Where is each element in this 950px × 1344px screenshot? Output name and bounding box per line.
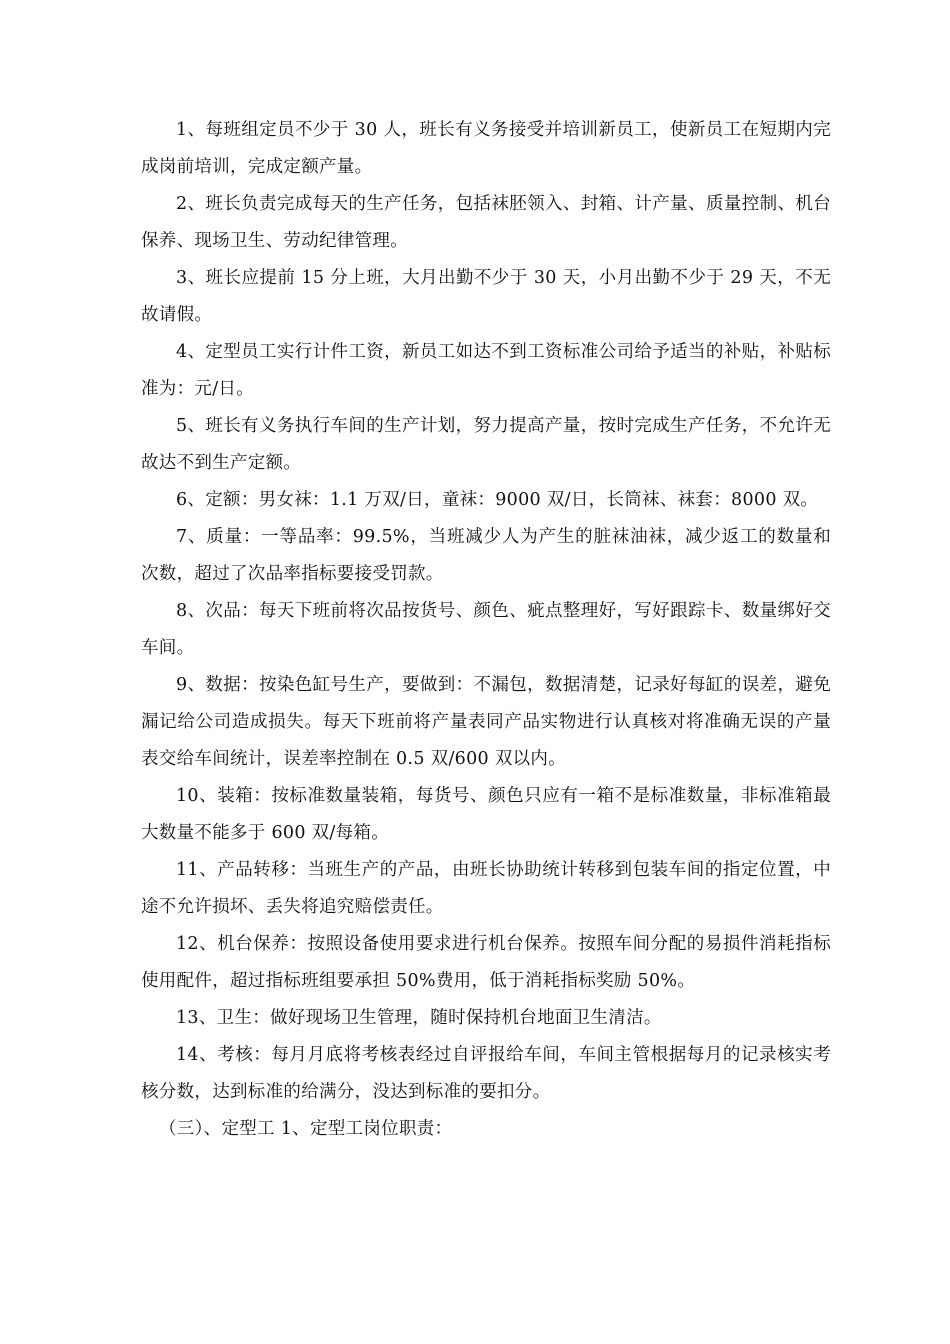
section-heading: （三）、定型工 1、定型工岗位职责： (159, 1119, 453, 1139)
rule-item-14: 14、考核：每月月底将考核表经过自评报给车间，车间主管根据每月的记录核实考核分数，达到标准的给满分，没达到标准的要扣分。 (141, 1045, 831, 1102)
document-body (141, 112, 831, 1148)
rule-item-4: 4、定型员工实行计件工资，新员工如达不到工资标准公司给予适当的补贴，补贴标准为：元/日。 (141, 342, 831, 399)
rule-item-7: 7、质量：一等品率：99.5%，当班减少人为产生的脏袜油袜，减少返工的数量和次数，超过了次品率指标要接受罚款。 (141, 527, 831, 584)
rule-item-8: 8、次品：每天下班前将次品按货号、颜色、疵点整理好，写好跟踪卡、数量绑好交车间。 (141, 601, 831, 658)
rule-item-6: 6、定额：男女袜：1.1 万双/日，童袜：9000 双/日，长筒袜、袜套：8000 双。 (176, 490, 819, 510)
rule-item-10: 10、装箱：按标准数量装箱，每货号、颜色只应有一箱不是标准数量，非标准箱最大数量不能多于 600 双/每箱。 (141, 786, 831, 843)
rule-item-12: 12、机台保养：按照设备使用要求进行机台保养。按照车间分配的易损件消耗指标使用配件，超过指标班组要承担 50%费用，低于消耗指标奖励 50%。 (141, 934, 831, 991)
rule-item-2: 2、班长负责完成每天的生产任务，包括袜胚领入、封箱、计产量、质量控制、机台保养、现场卫生、劳动纪律管理。 (141, 194, 831, 251)
rule-item-3: 3、班长应提前 15 分上班，大月出勤不少于 30 天，小月出勤不少于 29 天，不无故请假。 (141, 268, 831, 325)
rule-item-11: 11、产品转移：当班生产的产品，由班长协助统计转移到包装车间的指定位置，中途不允许损坏、丢失将追究赔偿责任。 (141, 860, 831, 917)
rule-item-5: 5、班长有义务执行车间的生产计划，努力提高产量，按时完成生产任务，不允许无故达不到生产定额。 (141, 416, 831, 473)
rule-item-13: 13、卫生：做好现场卫生管理，随时保持机台地面卫生清洁。 (176, 1008, 662, 1028)
rule-item-9: 9、数据：按染色缸号生产，要做到：不漏包，数据清楚，记录好每缸的误差，避免漏记给公司造成损失。每天下班前将产量表同产品实物进行认真核对将准确无误的产量表交给车间统计，误差率控制在 0.5 双/600 双以内。 (141, 675, 831, 769)
rule-item-1: 1、每班组定员不少于 30 人，班长有义务接受并培训新员工，使新员工在短期内完成岗前培训，完成定额产量。 (141, 120, 831, 177)
